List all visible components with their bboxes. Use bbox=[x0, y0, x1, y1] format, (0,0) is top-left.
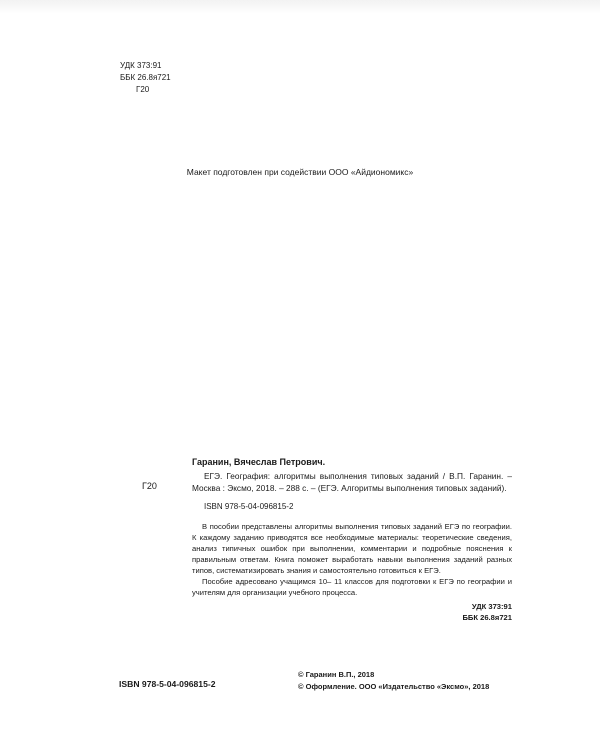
layout-credit: Макет подготовлен при содействии ООО «Айдиономикс» bbox=[186, 167, 414, 177]
bbk-code: ББК 26.8я721 bbox=[120, 73, 171, 82]
page-top-shadow bbox=[0, 0, 600, 14]
catalog-udk: УДК 373:91 bbox=[471, 602, 512, 611]
footer-copyrights bbox=[298, 669, 489, 692]
author-sign: Г20 bbox=[136, 85, 150, 94]
catalog-side-code: Г20 bbox=[142, 481, 157, 491]
catalog-author: Гаранин, Вячеслав Петрович. bbox=[192, 457, 326, 467]
catalog-bbk: ББК 26.8я721 bbox=[462, 612, 512, 622]
abstract-paragraph: Пособие адресовано учащимся 10– 11 классов для подготовки к ЕГЭ по географии и учителям для организации учебного процесса. bbox=[192, 577, 512, 597]
catalog-bibliographic-text: ЕГЭ. География: алгоритмы выполнения типовых заданий / В.П. Гаранин. – Москва : Эксмо, 2018. – 288 с. – (ЕГЭ. Алгоритмы выполнения типовых заданий). bbox=[192, 470, 512, 493]
catalog-isbn: ISBN 978-5-04-096815-2 bbox=[204, 501, 294, 511]
copyright-design: © Оформление. ООО «Издательство «Эксмо», 2018 bbox=[298, 681, 490, 691]
footer-isbn: ISBN 978-5-04-096815-2 bbox=[119, 679, 216, 689]
abstract-paragraph: В пособии представлены алгоритмы выполнения типовых заданий ЕГЭ по географии. К каждому заданию приводятся все необходимые материалы: теоретические сведения, анализ типичных ошибок при выполнении, комментарии и подробные пояснения к правильным ответам. Книга поможет выработать навыки выполнения заданий разных типов, систематизировать знания и самостоятельно готовиться к ЕГЭ. bbox=[192, 522, 512, 575]
catalog-abstract bbox=[192, 521, 512, 598]
catalog-entry bbox=[192, 456, 512, 623]
copyright-author: © Гаранин В.П., 2018 bbox=[298, 670, 375, 679]
catalog-codes bbox=[192, 602, 512, 623]
udk-code: УДК 373:91 bbox=[120, 61, 162, 70]
header-classification-codes bbox=[120, 60, 171, 96]
